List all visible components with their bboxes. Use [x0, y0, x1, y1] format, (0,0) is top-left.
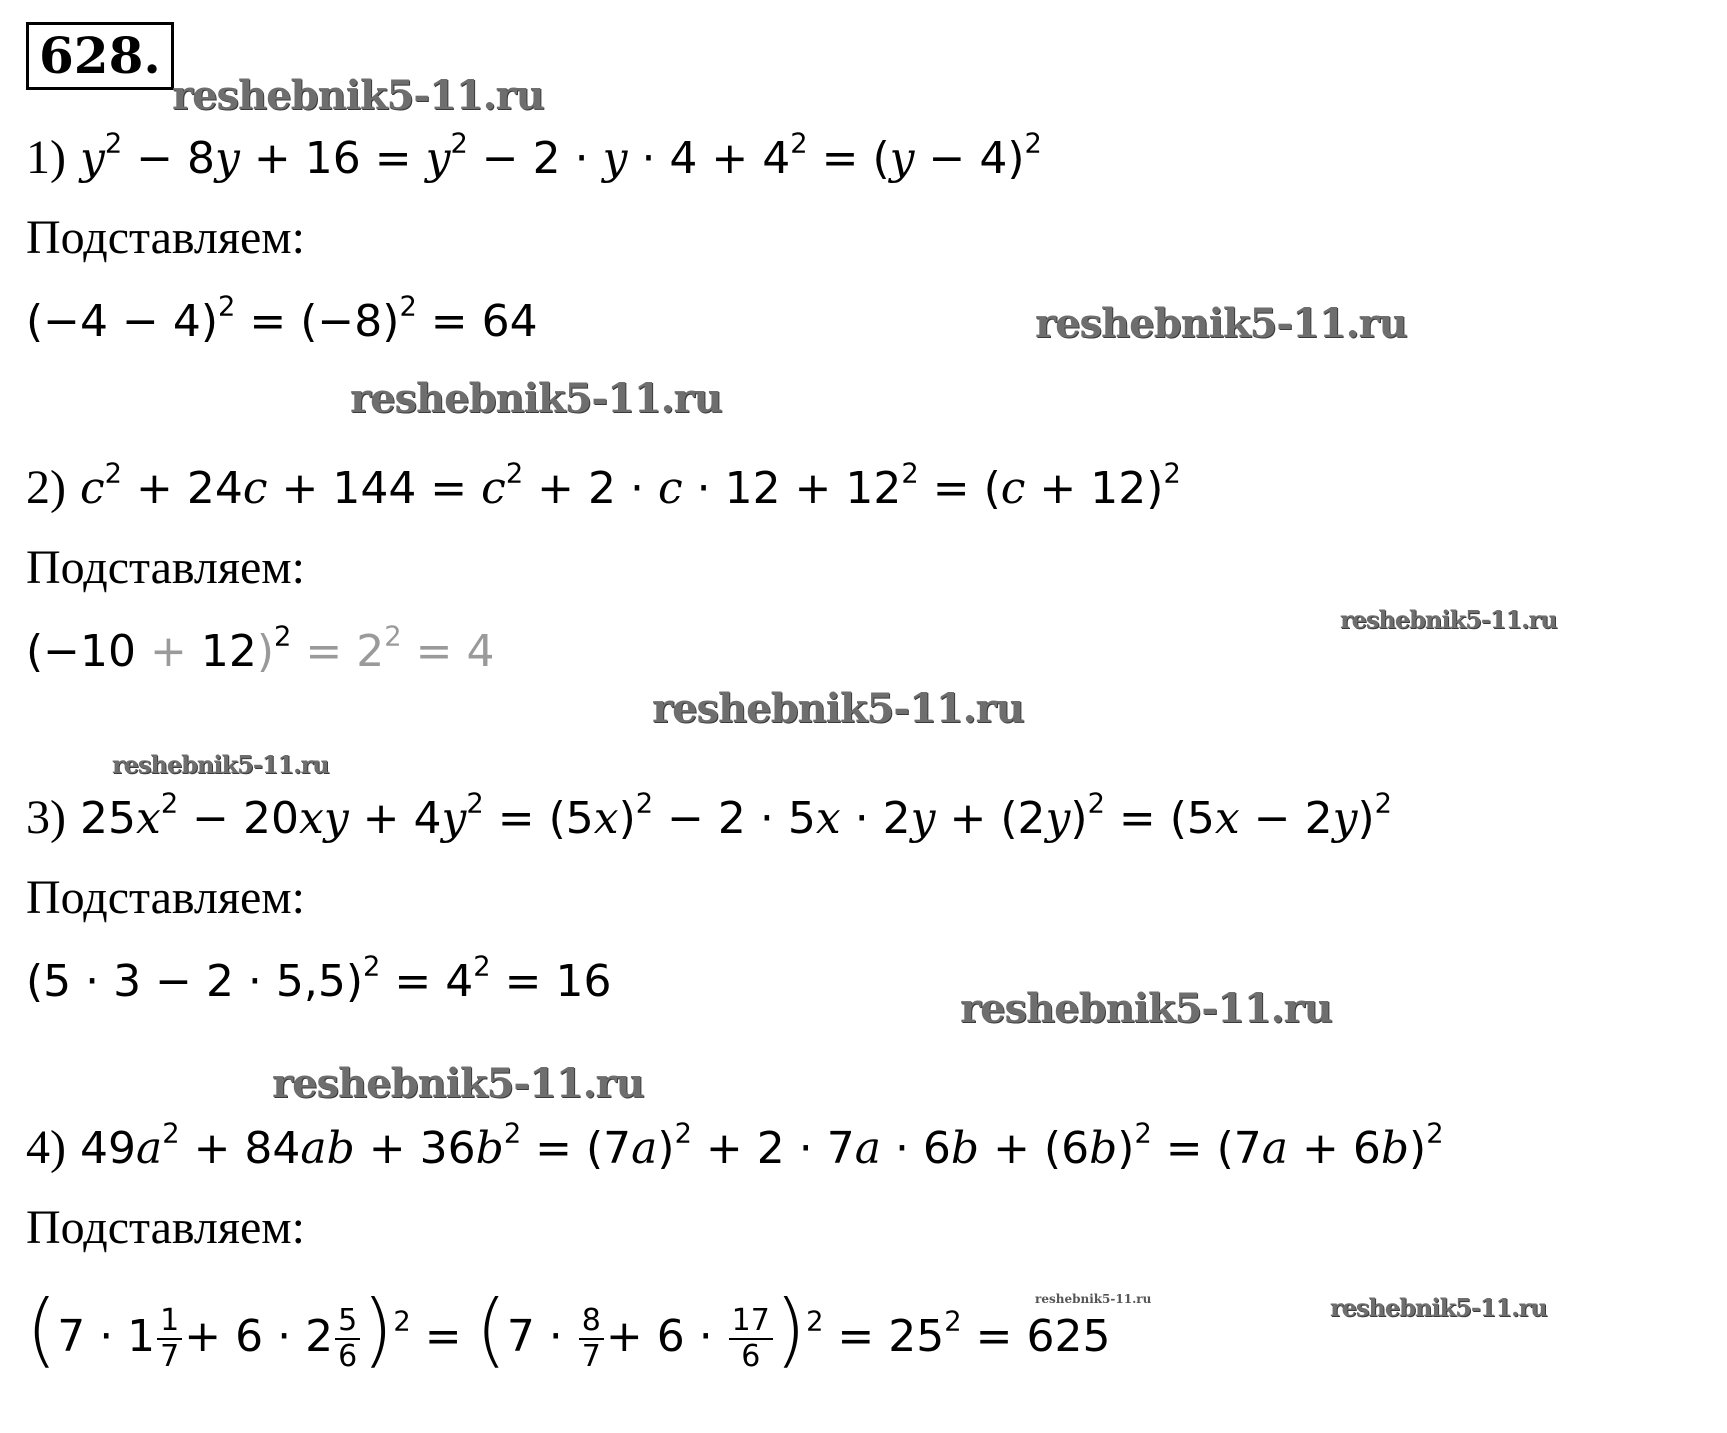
- watermark: reshebnik5-11.ru: [1330, 1293, 1547, 1322]
- watermark: reshebnik5-11.ru: [1340, 605, 1557, 634]
- watermark: reshebnik5-11.ru: [1035, 300, 1407, 347]
- watermark: reshebnik5-11.ru: [350, 375, 722, 422]
- watermark: reshebnik5-11.ru: [652, 685, 1024, 732]
- item-number: 3): [26, 791, 66, 844]
- substitute-label: Подставляем:: [26, 1201, 305, 1254]
- substitute-label: Подставляем:: [26, 871, 305, 924]
- problem-number: 628.: [26, 22, 174, 90]
- watermark: reshebnik5-11.ru: [1035, 1292, 1152, 1306]
- substitute-label: Подставляем:: [26, 541, 305, 594]
- watermark: reshebnik5-11.ru: [112, 750, 329, 779]
- item-3-result: $(5 \cdot 3 - 2 \cdot 5,5)^2 = 4^2 = 16$: [26, 951, 612, 1007]
- item-4-result: (7 · 1 $\frac{1}{7}$ + 6 · 2 $\frac{5}{6}$ )$^2$ = (7 · $\frac{8}{7}$ + 6 · $\frac{17}{6}$ )$^2 = 25^2 = 625$: [26, 1283, 1111, 1376]
- item-number: 2): [26, 461, 66, 514]
- watermark: reshebnik5-11.ru: [272, 1060, 644, 1107]
- item-number: 1): [26, 131, 66, 184]
- watermark: reshebnik5-11.ru: [172, 72, 544, 119]
- item-1-equation: 1) $y^2 - 8y + 16 = y^2 - 2 \cdot y \cdot 4 + 4^2 = (y - 4)^2$: [26, 128, 1042, 184]
- item-1-result: $(-4 - 4)^2 = (-8)^2 = 64$: [26, 291, 538, 347]
- watermark: reshebnik5-11.ru: [960, 985, 1332, 1032]
- substitute-label: Подставляем:: [26, 211, 305, 264]
- item-4-equation: 4) $49a^2 + 84ab + 36b^2 = (7a)^2 + 2 \cdot 7a \cdot 6b + (6b)^2 = (7a + 6b)^2$: [26, 1118, 1444, 1174]
- item-number: 4): [26, 1121, 66, 1174]
- item-2-result: $(-10 + 12)^2 = 2^2 = 4$: [26, 621, 495, 677]
- item-2-equation: 2) $c^2 + 24c + 144 = c^2 + 2 \cdot c \cdot 12 + 12^2 = (c + 12)^2$: [26, 458, 1181, 514]
- item-3-equation: 3) $25x^2 - 20xy + 4y^2 = (5x)^2 - 2 \cdot 5x \cdot 2y + (2y)^2 = (5x - 2y)^2$: [26, 788, 1392, 844]
